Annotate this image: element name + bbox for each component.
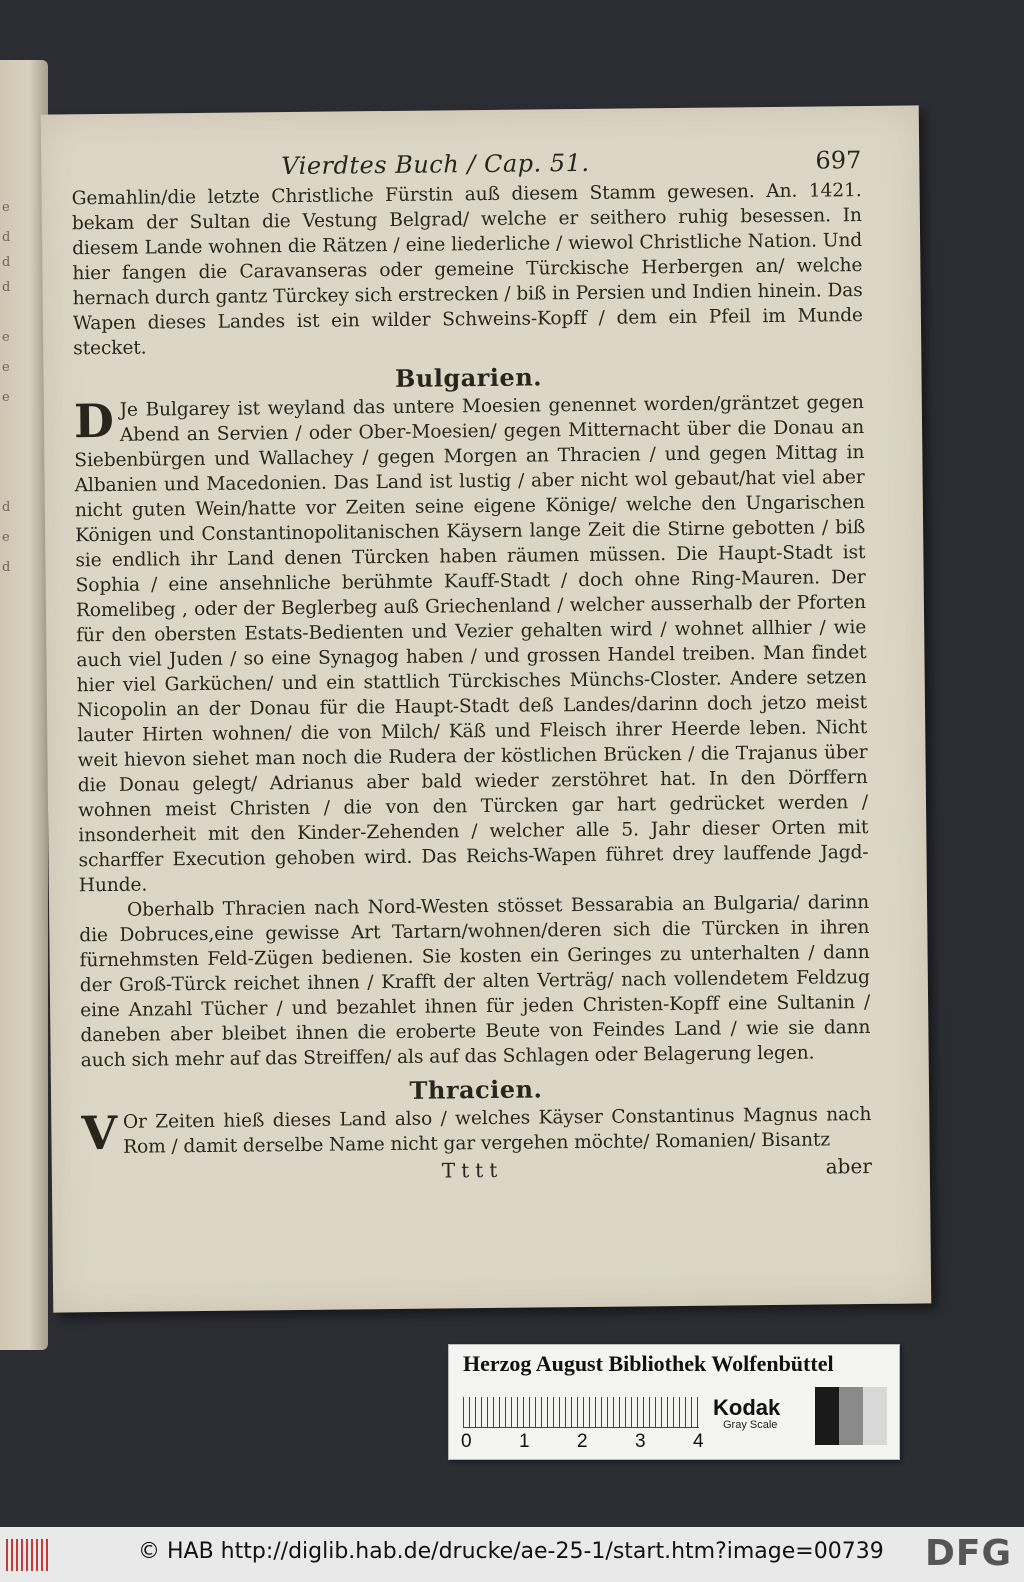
catchword: aber xyxy=(825,1153,872,1179)
section-heading-bulgarien: Bulgarien. xyxy=(394,362,543,393)
paragraph-thracien xyxy=(81,1102,871,1160)
paragraph-bessarabia: Oberhalb Thracien nach Nord-Westen stösset Bessarabia an Bulgaria/ darinn die Dobruces,eine gewisse Art Tartarn/wohnen/deren sich die Türcken in ihren fürnehmsten Feld-Zügen bedienen. Sie kosten ein Geringes zu unterhalten / dann der Groß-Türck reichet ihnen / Krafft der alten Verträg/ nach vollendetem Feldzug eine Anzahl Tücher / und bezahlet ihnen für jeden Christen-Kopff eine Sultanin / daneben aber bleibet ihnen die eroberte Beute von Feindes Land / wie sie dann auch sich mehr auf das Streiffen/ als auf das Schlagen oder Belagerung legen. xyxy=(79,892,871,1072)
library-name: Herzog August Bibliothek Wolfenbüttel xyxy=(463,1351,834,1376)
gray-scale-label: Gray Scale xyxy=(723,1419,778,1431)
dfg-logo: DFG xyxy=(924,1533,1012,1574)
drop-cap: V xyxy=(81,1105,118,1161)
kodak-logo: Kodak xyxy=(713,1395,781,1420)
paragraph-bulgarien xyxy=(74,390,869,898)
page-number: 697 xyxy=(815,146,862,175)
ruler-label: 4 xyxy=(693,1431,704,1452)
left-page-fragment: e xyxy=(2,360,10,375)
ruler-scale xyxy=(463,1397,699,1428)
left-page-fragment: d xyxy=(2,255,11,270)
left-page-fragment: d xyxy=(2,230,11,245)
left-page-fragment: d xyxy=(2,560,11,575)
paragraph-bulgarien-text: Je Bulgarey ist weyland das untere Moesien genennet worden/gräntzet gegen Abend an Servien / oder Ober-Moesien/ gegen Mitternacht über die Donau an Siebenbürgen und Wallachey / gegen Morgen an Thracien / und gegen Mittag in Albanien und Macedonien. Das Land ist lustig / aber nicht wol gebaut/hat viel aber nicht guten Wein/hatte vor Zeiten seine eigene Könige/ welche den Ungarischen Königen und Constantinopolitanischen Käysern lange Zeit die Stirne gebotten / biß sie endlich ihr Land denen Türcken haben räumen müssen. Die Haupt-Stadt ist Sophia / eine ansehnliche berühmte Kauff-Stadt / doch ohne Ring-Mauren. Der Romelibeg , oder der Beglerbeg auß Griechenland / welcher ausserhalb der Pforten für den obersten Estats-Bedienten und Vezier gehalten wird / wohnet allhier / wie auch viel Juden / so eine Synagog haben / und grossen Handel treiben. Man findet hier viel Garküchen/ und ein stattlich Türckisches Münchs-Closter. Andere setzen Nicopolin an der Donau für die Haupt-Stadt deß Landes/darinn doch jetzo meist lauter Hirten wohnen/ die von Milch/ Käß und Fleisch ihrer Heerde leben. Nicht weit hievon siehet man noch die Rudera der köstlichen Brücken / die Trajanus über die Donau gelegt/ Adrianus aber bald wieder zerstöhret hat. In den Dörffern wohnen meist Christen / die von den Türcken gar hart gedrücket werden / insonderheit mit den Kinder-Zehenden / welcher alle 5. Jahr dieser Orten mit scharffer Execution gehoben wird. Das Reichs-Wapen führet drey lauffende Jagd-Hunde. xyxy=(74,392,869,897)
credit-link[interactable]: © HAB http://diglib.hab.de/drucke/ae-25-1/start.htm?image=00739 xyxy=(138,1539,884,1564)
page-footer-line xyxy=(82,1154,872,1188)
book-page xyxy=(41,105,931,1312)
gray-swatch-mid xyxy=(839,1387,863,1445)
left-page-fragment: e xyxy=(2,390,10,405)
left-page-fragment: d xyxy=(2,280,11,295)
signature-mark: Tttt xyxy=(441,1157,504,1183)
paragraph-thracien-text: Or Zeiten hieß dieses Land also / welches Käyser Constantinus Magnus nach Rom / damit derselbe Name nicht gar vergehen möchte/ Romanien/ Bisantz xyxy=(122,1103,872,1158)
gray-swatch-dark xyxy=(815,1387,839,1445)
ruler-label: 1 xyxy=(519,1431,530,1452)
ruler-label: 2 xyxy=(577,1431,588,1452)
left-page-fragment: e xyxy=(2,330,10,345)
ruler-label: 3 xyxy=(635,1431,646,1452)
gray-scale-bars xyxy=(815,1387,887,1445)
adjacent-page-edge xyxy=(0,60,48,1350)
gray-swatch-light xyxy=(863,1387,887,1445)
barcode-icon xyxy=(6,1539,48,1571)
drop-cap: D xyxy=(73,393,115,449)
left-page-fragment: e xyxy=(2,200,10,215)
left-page-fragment: d xyxy=(2,500,11,515)
section-heading-thracien: Thracien. xyxy=(409,1074,543,1105)
paragraph-serbia-end: Gemahlin/die letzte Christliche Fürstin auß diesem Stamm gewesen. An. 1421. bekam der Sultan die Vestung Belgrad/ welche er seithero ruhig besessen. In diesem Lande wohnen die Rätzen / eine liederliche / wiewol Christliche Nation. Und hier fangen die Caravanseras oder gemeine Türckische Herbergen an/ welche hernach durch gantz Türckey sich erstrecken / biß in Persien und Indien hinein. Das Wapen dieses Landes ist ein wilder Schweins-Kopff / dem ein Pfeil im Munde stecket. xyxy=(71,180,864,360)
left-page-fragment: e xyxy=(2,530,10,545)
ruler-label: 0 xyxy=(461,1431,472,1452)
running-head-title: Vierdtes Buch / Cap. 51. xyxy=(281,148,590,181)
page-text-block xyxy=(71,146,873,1264)
library-color-card xyxy=(448,1344,900,1460)
credit-bar xyxy=(0,1527,1024,1582)
